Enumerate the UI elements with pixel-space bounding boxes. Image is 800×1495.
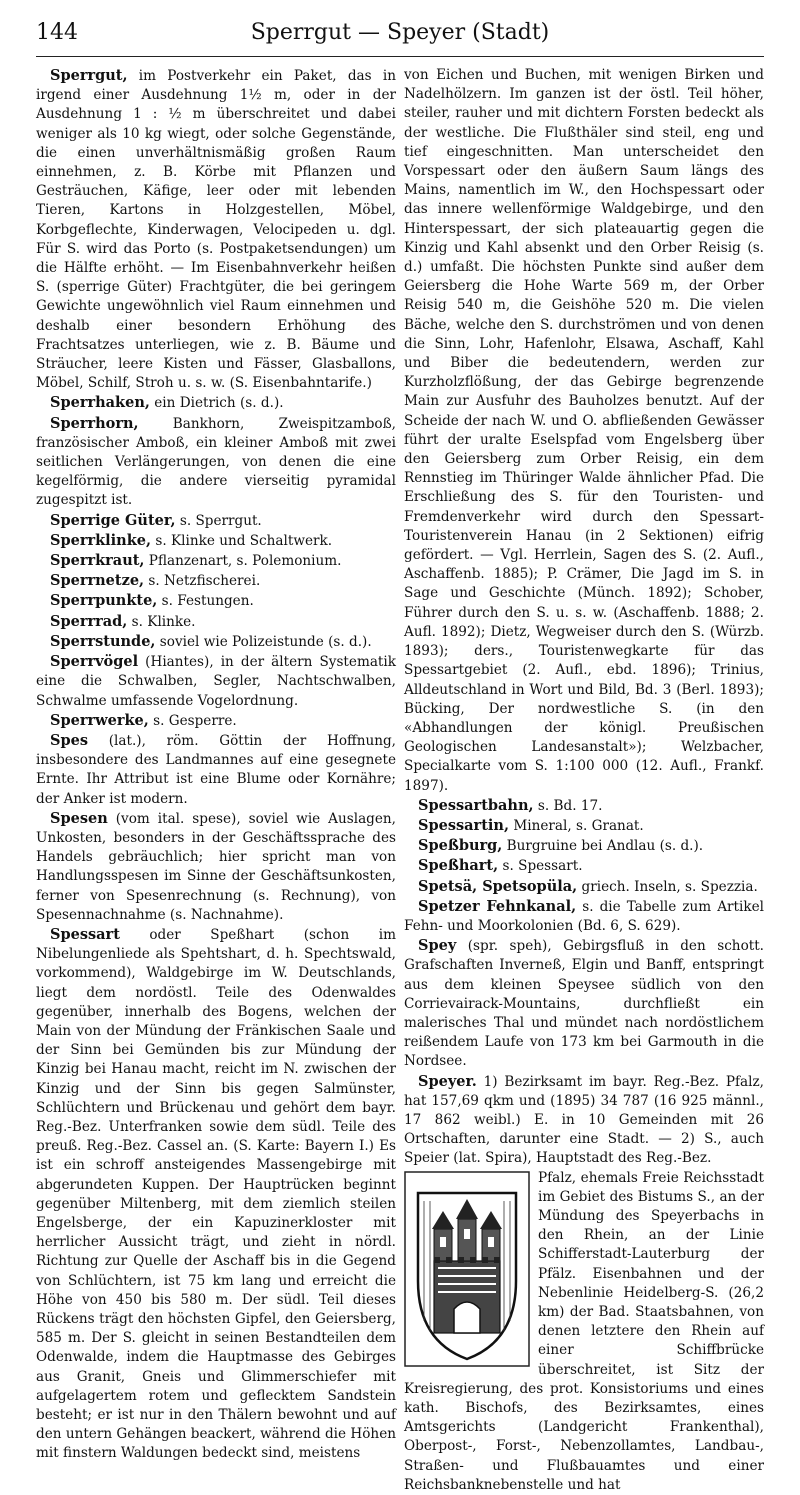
entry-text: 1) Bezirksamt im bayr. Reg.-Bez. Pfalz, hat 157,69 qkm und (1895) 34 787 (16 925 männl., 17 862 weibl.) E. in 10 Gemeinden mit 26 Ortschaften, darunter eine Stadt. — 2) S., auch Speier (lat. Spira), Hauptstadt des Reg.-Bez. [404,1073,764,1167]
entry-headword: Spetsä, Spetsopüla, [418,877,578,895]
entry-headword: Speßburg, [418,837,503,855]
entry-headword: Spey [418,937,457,955]
entry-sperrrad [36,612,396,632]
entry-text: ein Dietrich (s. d.). [149,395,284,412]
entry-headword: Sperrnetze, [50,572,145,590]
entry-text: (spr. speh), Gebirgsfluß in den schott. Grafschaften Inverneß, Elgin und Banff, entspringt aus dem kleinen Speysee südlich von den Corrievairack-Mountains, durchfließt ein malerisches Thal und mündet nach nordöstlichem reißendem Laufe von 173 km bei Garmouth in die Nordsee. [404,938,764,1070]
entry-headword: Speßhart, [418,857,499,875]
entry-spes [36,731,396,809]
entry-sperrwerke [36,711,396,731]
entry-sperrvoegel [36,652,396,711]
entry-text: s. Spessart. [498,858,583,875]
entry-headword: Sperrige Güter, [50,511,176,529]
entry-text: s. Klinke. [127,613,196,630]
entry-sperrkraut [36,551,396,571]
entry-headword: Sperrstunde, [50,632,156,650]
entry-text: Burgruine bei Andlau (s. d.). [502,838,704,855]
entry-text: oder Speßhart (schon im Nibelungenliede als Spehtshart, d. h. Spechtswald, vorkommend), Waldgebirge im W. Deutschlands, liegt dem nordöstl. Teile des Odenwaldes gegenüber, innerhalb des Bogens, welchen der Main von der Mündung der Fränkischen Saale und der Sinn bei Gemünden bis zur Mündung der Kinzig bei Hanau macht, reicht im N. zwischen der Kinzig und der Sinn bis gegen Salmünster, Schlüchtern und Brückenau und gehört dem bayr. Reg.-Bez. Unterfranken sowie dem südl. Teile des preuß. Reg.-Bez. Cassel an. (S. Karte: Bayern I.) Es ist ein schroff ansteigendes Massengebirge mit abgerundeten Kuppen. Der Hauptrücken beginnt gegenüber Miltenberg, mit dem ziemlich steilen Engelsberge, der ein Kapuzinerkloster mit herrlicher Aussicht trägt, und zieht in nördl. Richtung zur Quelle der Aschaff bis in die Gegend von Schlüchtern, ist 75 km lang und erreicht die Höhe von 450 bis 580 m. Der südl. Teil dieses Rückens trägt den höchsten Gipfel, den Geiersberg, 585 m. Der S. gleicht in seinen Bestandteilen dem Odenwalde, indem die Hauptmasse des Gebirges aus Granit, Gneis und Glimmerschiefer mit aufgelagertem rotem und geflecktem Sandstein besteht; er ist nur in den Thälern bewohnt und auf den untern Gehängen beackert, während die Höhen mit finstern Waldungen bedeckt sind, meistens [36,926,396,1462]
entry-headword: Spetzer Fehnkanal, [418,897,577,915]
entry-text: Pflanzenart, s. Polemonium. [144,553,342,570]
entry-headword: Sperrpunkte, [50,592,158,610]
entry-sperrnetze [36,571,396,591]
entry-speyer [404,1072,764,1169]
entry-text: (vom ital. spese), soviel wie Auslagen, Unkosten, besonders in der Geschäftssprache des Handels gebräuchlich; hier spricht man von Handlungsspesen im Sinne der Geschäftsunkosten, ferner von Spesenrechnung (s. Rechnung), von Spesennachnahme (s. Nachnahme). [36,810,396,923]
entry-sperrige-gueter [36,511,396,531]
entry-headword: Spessartin, [418,816,509,834]
entry-sperrpunkte [36,591,396,611]
entry-text: s. Bd. 17. [533,797,603,814]
running-head: Sperrgut — Speyer (Stadt) [250,20,550,45]
entry-spessart [36,925,396,1464]
entry-headword: Sperrhorn, [50,414,139,432]
entry-text: Pfalz, ehemals Freie Reichsstadt im Gebiet des Bistums S., an der Mündung des Speyerbachs in den Rhein, an der Linie Schifferstadt-Lauterburg der Pfälz. Eisenbahnen und der Nebenlinie Heidelberg-S. (26,2 km) der Bad. Staatsbahnen, von denen letztere den Rhein auf einer Schiffbrücke überschreitet, ist Sitz der Kreisregierung, des prot. Konsistoriums und eines kath. Bischofs, des Bezirksamtes, eines Amtsgerichts (Landgericht Frankenthal), Oberpost-, Forst-, Nebenzollamtes, Landbau-, Straßen- und Flußbauamtes und einer Reichsbanknebenstelle und hat [404,1169,764,1493]
entry-text: griech. Inseln, s. Spezzia. [577,878,758,895]
entry-headword: Sperrvögel [50,653,139,671]
entry-sperrhorn [36,414,396,511]
entry-text: soviel wie Polizeistunde (s. d.). [155,633,372,650]
entry-sperrgut [36,66,396,393]
page-number: 144 [36,20,78,45]
entry-text: s. Gesperre. [148,712,237,729]
entry-sperrklinke [36,531,396,551]
entry-headword: Sperrklinke, [50,531,152,549]
entry-headword: Spes [50,731,88,749]
speyer-coat-of-arms-icon [404,1171,530,1367]
entry-headword: Sperrkraut, [50,552,145,570]
entry-spey [404,936,764,1071]
entry-headword: Spessart [50,925,120,943]
entry-text: (Hiantes), in der ältern Systematik eine die Schwalben, Segler, Nachtschwalben, Schwalme umfassende Vogelordnung. [36,654,396,709]
entry-sperrhaken [36,393,396,413]
left-column [36,66,396,1464]
entry-spesshart [404,856,764,876]
entry-spessartin [404,816,764,836]
entry-text: s. Klinke und Schaltwerk. [151,532,333,549]
entry-text: s. Festungen. [157,593,254,610]
entry-spesen [36,809,396,925]
entry-spessartbahn [404,796,764,816]
entry-headword: Sperrrad, [50,612,128,630]
page-header [36,8,764,57]
entry-spetsae [404,877,764,897]
entry-spetzer-fehnkanal [404,897,764,936]
entry-text: Mineral, s. Granat. [509,817,644,834]
entry-text: s. die Tabelle zum Artikel Fehn- und Moorkolonien (Bd. 6, S. 629). [404,898,764,934]
entry-headword: Sperrhaken, [50,394,150,412]
entry-spessart-continued [404,66,764,796]
entry-text: s. Netzfischerei. [144,573,261,590]
entry-headword: Spessartbahn, [418,796,534,814]
entry-text: von Eichen und Buchen, mit wenigen Birken und Nadelhölzern. Im ganzen ist der östl. Teil höher, steiler, rauher und mit dichtern Forsten bedeckt als der westliche. Die Flußthäler sind steil, eng und tief eingeschnitten. Man unterscheidet den Vorspessart oder den äußern Saum längs des Mains, namentlich im W., den Hochspessart oder das innere wellenförmige Waldgebirge, und den Hinterspessart, der sich plateauartig gegen die Kinzig und Kahl absenkt und den Orber Reisig (s. d.) umfaßt. Die höchsten Punkte sind außer dem Geiersberg die Hohe Warte 569 m, der Orber Reisig 540 m, die Geishöhe 520 m. Die vielen Bäche, welche den S. durchströmen und von denen die Sinn, Lohr, Hafenlohr, Elsawa, Aschaff, Kahl und Biber die bedeutendern, werden zur Kurzholzflößung, der das Gebirge begrenzende Main zur Ausfuhr des Bauholzes benutzt. Auf der Scheide der nach W. und O. abfließenden Gewässer führt der uralte Eselspfad vom Engelsberg über den Geiersberg zum Orber Reisig, ein dem Rennstieg im Thüringer Walde ähnlicher Pfad. Die Erschließung des S. für den Touristen- und Fremdenverkehr wird durch den Spessart-Touristenverein Hanau (in 2 Sektionen) eifrig gefördert. — Vgl. Herrlein, Sagen des S. (2. Aufl., Aschaffenb. 1885); P. Crämer, Die Jagd im S. in Sage und Geschichte (Münch. 1892); Schober, Führer durch den S. u. s. w. (Aschaffenb. 1888; 2. Aufl. 1892); Dietz, Wegweiser durch den S. (Würzb. 1893); ders., Touristenwegkarte für das Spessartgebiet (2. Aufl., ebd. 1896); Trinius, Alldeutschland in Wort und Bild, Bd. 3 (Berl. 1893); Bücking, Der nordwestliche S. (in den «Abhandlungen der königl. Preußischen Geologischen Landesanstalt»); Welzbacher, Specialkarte vom S. 1:100 000 (12. Aufl., Frankf. 1897). [404,67,764,794]
entry-headword: Speyer. [418,1072,477,1090]
entry-spessburg [404,836,764,856]
entry-text: s. Sperrgut. [175,512,262,529]
entry-sperrstunde [36,632,396,652]
entry-text: (lat.), röm. Göttin der Hoffnung, insbesondere des Landmannes auf eine gesegnete Ernte. Ihr Attribut ist eine Blume oder Kornähre; der Anker ist modern. [36,732,396,807]
entry-text: im Postverkehr ein Paket, das in irgend einer Ausdehnung 1½ m, oder in der Ausdehnung 1 : ½ m überschreitet und dabei weniger als 10 kg wiegt, oder solche Gegenstände, die einen unverhältnismäßig großen Raum einnehmen, z. B. Körbe mit Pflanzen und Gesträuchen, Käfige, leer oder mit lebenden Tieren, Kartons in Holzgestellen, Möbel, Korbgeflechte, Kinderwagen, Velocipeden u. dgl. Für S. wird das Porto (s. Postpaketsendungen) um die Hälfte erhöht. — Im Eisenbahnverkehr heißen S. (sperrige Güter) Frachtgüter, die bei geringem Gewichte ungewöhnlich viel Raum einnehmen und deshalb einer besondern Erhöhung des Frachtsatzes unterliegen, wie z. B. Bäume und Sträucher, leere Kisten und Fässer, Glasballons, Möbel, Schilf, Stroh u. s. w. (S. Eisenbahntarife.) [36,68,396,392]
entry-text: Bankhorn, Zweispitzamboß, französischer Amboß, ein kleiner Amboß mit zwei seitlichen Verlängerungen, von denen die eine kegelförmig, die andere vierseitig pyramidal zugespitzt ist. [36,415,396,509]
entry-headword: Sperrwerke, [50,711,149,729]
right-column [404,66,764,1495]
entry-headword: Spesen [50,809,108,827]
entry-headword: Sperrgut, [50,67,128,84]
